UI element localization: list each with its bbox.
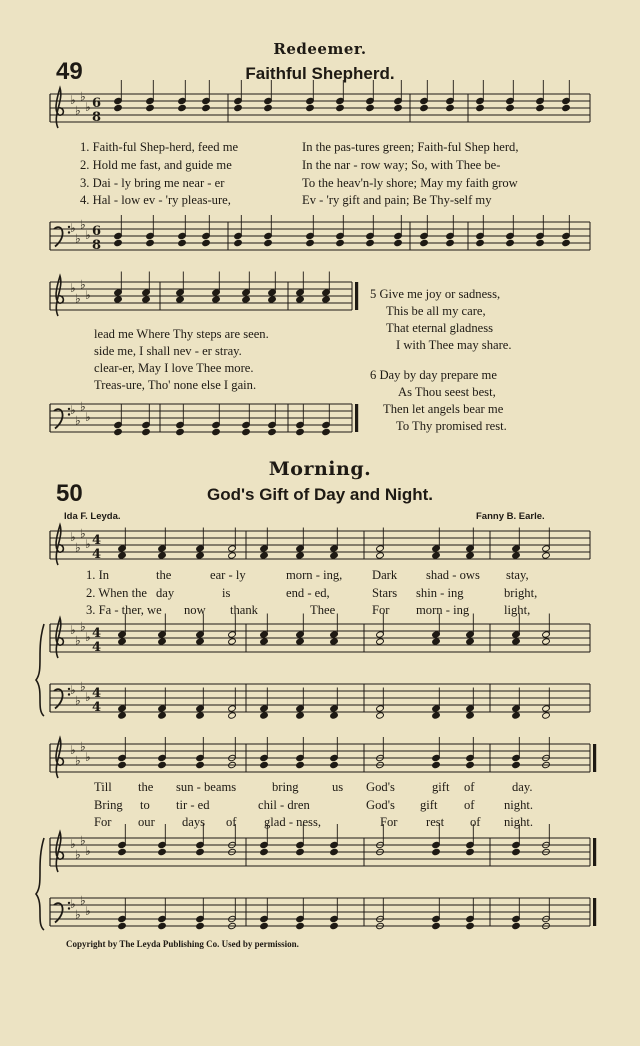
notehead (296, 712, 305, 719)
notehead (296, 296, 305, 303)
notehead (228, 638, 237, 645)
notehead (158, 848, 167, 855)
lyric-word: us (332, 780, 344, 794)
lyric-word: bring (272, 780, 299, 794)
lyric-word: day. (512, 780, 533, 794)
notehead (432, 922, 441, 929)
notehead (306, 104, 315, 111)
lyric-word: Stars (372, 586, 398, 600)
notehead (118, 848, 127, 855)
verse-line: Then let angels bear me (383, 402, 504, 416)
notehead (260, 761, 269, 768)
notehead (260, 552, 269, 559)
flat-sign-icon: ♭ (85, 750, 91, 764)
lyric-word: gift (432, 780, 450, 794)
verse-line: That eternal gladness (386, 321, 494, 335)
notehead (176, 428, 185, 435)
flat-sign-icon: ♭ (80, 526, 86, 541)
lyric-word: to (140, 798, 150, 812)
flat-sign-icon: ♭ (70, 623, 76, 637)
flat-sign-icon: ♭ (80, 739, 86, 754)
lyric-phrase: To the heav'n-ly shore; May my faith grow (302, 176, 518, 190)
lyric-word: glad - ness, (264, 815, 322, 829)
flat-sign-icon: ♭ (80, 277, 86, 292)
flat-sign-icon: ♭ (70, 530, 76, 544)
notehead (118, 922, 127, 929)
lyric-word: morn - ing, (286, 568, 343, 582)
lyric-word: shin - ing (416, 586, 464, 600)
lyric-word: 1. In (86, 568, 110, 582)
final-barline (593, 898, 596, 926)
flat-sign-icon: ♭ (85, 100, 91, 114)
notehead (196, 552, 205, 559)
lyric-word: tir - ed (176, 798, 210, 812)
final-barline (355, 404, 358, 432)
notehead (118, 638, 127, 645)
notehead (296, 848, 305, 855)
flat-sign-icon: ♭ (80, 89, 86, 104)
notehead (146, 104, 155, 111)
notehead (394, 239, 403, 246)
lyric-word: Thee (310, 603, 336, 617)
notehead (330, 552, 339, 559)
notehead (142, 428, 151, 435)
composer-credit: Fanny B. Earle. (476, 511, 545, 522)
notehead (542, 552, 551, 559)
notehead (142, 296, 151, 303)
hymn-number-49: 49 (56, 58, 83, 85)
notehead (536, 104, 545, 111)
notehead (466, 848, 475, 855)
final-barline (593, 744, 596, 772)
flat-sign-icon: ♭ (80, 399, 86, 414)
bass-clef-icon (54, 689, 63, 708)
lyric-word: Dark (372, 568, 398, 582)
notehead (176, 296, 185, 303)
flat-sign-icon: ♭ (70, 743, 76, 757)
notehead (322, 296, 331, 303)
notehead (322, 428, 331, 435)
notehead (512, 712, 521, 719)
notehead (114, 296, 123, 303)
verse-line: I with Thee may share. (396, 338, 512, 352)
bass-clef-icon (54, 409, 63, 428)
notehead (542, 712, 551, 719)
lyric-word: our (138, 815, 155, 829)
notehead (512, 552, 521, 559)
notehead (512, 638, 521, 645)
flat-sign-icon: ♭ (70, 897, 76, 911)
notehead (512, 761, 521, 768)
lyric-word: day (156, 586, 175, 600)
flat-sign-icon: ♭ (75, 847, 81, 862)
notehead (158, 761, 167, 768)
notehead (330, 922, 339, 929)
lyric-phrase: 3. Dai - ly bring me near - er (80, 176, 225, 190)
lyric-word: God's (366, 780, 395, 794)
time-signature-denominator: 8 (92, 238, 102, 253)
lyric-word: 2. When the (86, 586, 147, 600)
flat-sign-icon: ♭ (85, 690, 91, 704)
verse-line: 6 Day by day prepare me (370, 368, 497, 382)
flat-sign-icon: ♭ (85, 288, 91, 302)
notehead (446, 239, 455, 246)
notehead (432, 552, 441, 559)
notehead (118, 761, 127, 768)
notehead (562, 104, 571, 111)
lyric-word: is (222, 586, 231, 600)
lyric-word: of (226, 815, 237, 829)
brace (36, 624, 44, 716)
notehead (114, 428, 123, 435)
lyric-word: night. (504, 815, 534, 829)
flat-sign-icon: ♭ (85, 228, 91, 242)
lyric-phrase: Ev - 'ry gift and pain; Be Thy-self my (302, 193, 492, 207)
notehead (330, 761, 339, 768)
notehead (420, 104, 429, 111)
lyric-word: end - ed, (286, 586, 330, 600)
lyric-word: light, (504, 603, 531, 617)
lyric-phrase: In the pas-tures green; Faith-ful Shep herd, (302, 140, 519, 154)
flat-sign-icon: ♭ (75, 633, 81, 648)
lyric-word: the (138, 780, 154, 794)
notehead (296, 761, 305, 768)
flat-sign-icon: ♭ (75, 413, 81, 428)
notehead (330, 712, 339, 719)
notehead (296, 638, 305, 645)
notehead (432, 638, 441, 645)
notehead (466, 712, 475, 719)
lyric-word: ear - ly (210, 568, 246, 582)
notehead (234, 239, 243, 246)
hymn-number-50: 50 (56, 480, 83, 507)
lyric-word: God's (366, 798, 395, 812)
notehead (336, 239, 345, 246)
notehead (446, 104, 455, 111)
flat-sign-icon: ♭ (70, 93, 76, 107)
notehead (178, 239, 187, 246)
time-signature-numerator: 4 (92, 686, 102, 701)
notehead (118, 552, 127, 559)
notehead (268, 296, 277, 303)
notehead (196, 761, 205, 768)
lyric-phrase: In the nar - row way; So, with Thee be- (302, 158, 501, 172)
notehead (336, 104, 345, 111)
lyric-word: For (94, 815, 112, 829)
notehead (114, 104, 123, 111)
lyric-word: Till (94, 780, 112, 794)
notehead (202, 239, 211, 246)
flat-sign-icon: ♭ (80, 679, 86, 694)
notehead (476, 104, 485, 111)
lyric-word: For (372, 603, 390, 617)
bass-clef-icon (54, 227, 63, 246)
notehead (260, 638, 269, 645)
notehead (330, 848, 339, 855)
notehead (242, 428, 251, 435)
hymn-title-49: Faithful Shepherd. (245, 64, 395, 83)
notehead (330, 638, 339, 645)
lyric-word: bright, (504, 586, 538, 600)
lyric-word: now (184, 603, 206, 617)
flat-sign-icon: ♭ (85, 537, 91, 551)
notehead (296, 552, 305, 559)
lyric-word: of (464, 780, 475, 794)
lyric-word: days (182, 815, 206, 829)
lyric-word: gift (420, 798, 438, 812)
lyric-row: side me, I shall nev - er stray. (94, 344, 242, 358)
notehead (234, 104, 243, 111)
notehead (202, 104, 211, 111)
flat-sign-icon: ♭ (70, 837, 76, 851)
lyric-row: lead me Where Thy steps are seen. (94, 327, 269, 341)
final-barline (355, 282, 358, 310)
notehead (432, 761, 441, 768)
flat-sign-icon: ♭ (85, 904, 91, 918)
time-signature-numerator: 6 (92, 224, 102, 239)
flat-sign-icon: ♭ (85, 630, 91, 644)
notehead (146, 239, 155, 246)
lyric-phrase: 4. Hal - low ev - 'ry pleas-ure, (80, 193, 231, 207)
time-signature-denominator: 8 (92, 110, 102, 125)
notehead (512, 848, 521, 855)
lyric-word: shad - ows (426, 568, 480, 582)
flat-sign-icon: ♭ (70, 403, 76, 417)
notehead (376, 638, 385, 645)
time-signature-denominator: 4 (92, 640, 102, 655)
verse-line: This be all my care, (386, 304, 486, 318)
flat-sign-icon: ♭ (75, 693, 81, 708)
notehead (260, 712, 269, 719)
lyric-row: Treas-ure, Tho' none else I gain. (94, 378, 257, 392)
notehead (242, 296, 251, 303)
lyric-word: For (380, 815, 398, 829)
copyright-notice: Copyright by The Leyda Publishing Co. Used by permission. (66, 939, 299, 949)
flat-sign-icon: ♭ (75, 103, 81, 118)
notehead (536, 239, 545, 246)
lyric-phrase: 2. Hold me fast, and guide me (80, 158, 232, 172)
flat-sign-icon: ♭ (75, 907, 81, 922)
lyric-word: sun - beams (176, 780, 237, 794)
flat-sign-icon: ♭ (75, 753, 81, 768)
notehead (476, 239, 485, 246)
time-signature-numerator: 4 (92, 533, 102, 548)
lyric-word: the (156, 568, 172, 582)
section-header-redeemer: Redeemer. (273, 40, 367, 58)
notehead (466, 638, 475, 645)
lyric-word: 3. Fa - ther, we (86, 603, 162, 617)
notehead (512, 922, 521, 929)
notehead (466, 552, 475, 559)
notehead (118, 712, 127, 719)
notehead (228, 712, 237, 719)
time-signature-numerator: 4 (92, 626, 102, 641)
notehead (196, 922, 205, 929)
flat-sign-icon: ♭ (80, 619, 86, 634)
verse-line: 5 Give me joy or sadness, (370, 287, 501, 301)
notehead (376, 712, 385, 719)
flat-sign-icon: ♭ (70, 683, 76, 697)
lyric-word: of (464, 798, 475, 812)
notehead (158, 922, 167, 929)
lyric-word: chil - dren (258, 798, 310, 812)
notehead (260, 848, 269, 855)
notehead (212, 428, 221, 435)
flat-sign-icon: ♭ (80, 217, 86, 232)
flat-sign-icon: ♭ (85, 410, 91, 424)
notehead (260, 922, 269, 929)
lyric-word: rest (426, 815, 445, 829)
notehead (506, 104, 515, 111)
notehead (212, 296, 221, 303)
notehead (196, 848, 205, 855)
hymn-title-50: God's Gift of Day and Night. (207, 485, 433, 504)
notehead (296, 922, 305, 929)
notehead (228, 552, 237, 559)
notehead (366, 239, 375, 246)
final-barline (593, 838, 596, 866)
notehead (466, 761, 475, 768)
section-header-morning: Morning. (268, 458, 372, 480)
notehead (158, 712, 167, 719)
flat-sign-icon: ♭ (70, 281, 76, 295)
brace (36, 838, 44, 930)
notehead (394, 104, 403, 111)
notehead (296, 428, 305, 435)
notehead (366, 104, 375, 111)
notehead (306, 239, 315, 246)
flat-sign-icon: ♭ (85, 844, 91, 858)
notehead (432, 848, 441, 855)
notehead (158, 552, 167, 559)
flat-sign-icon: ♭ (70, 221, 76, 235)
notehead (432, 712, 441, 719)
notehead (506, 239, 515, 246)
lyric-word: stay, (506, 568, 529, 582)
notehead (376, 552, 385, 559)
notehead (114, 239, 123, 246)
notehead (420, 239, 429, 246)
lyricist-credit: Ida F. Leyda. (64, 511, 121, 522)
lyric-row: clear-er, May I love Thee more. (94, 361, 254, 375)
time-signature-denominator: 4 (92, 547, 102, 562)
notehead (178, 104, 187, 111)
time-signature-denominator: 4 (92, 700, 102, 715)
notehead (196, 712, 205, 719)
lyric-phrase: 1. Faith-ful Shep-herd, feed me (80, 140, 239, 154)
time-signature-numerator: 6 (92, 96, 102, 111)
verse-line: As Thou seest best, (398, 385, 496, 399)
lyric-word: morn - ing (416, 603, 470, 617)
notehead (158, 638, 167, 645)
notehead (196, 638, 205, 645)
verse-line: To Thy promised rest. (396, 419, 507, 433)
flat-sign-icon: ♭ (75, 291, 81, 306)
notehead (562, 239, 571, 246)
lyric-word: Bring (94, 798, 123, 812)
lyric-word: night. (504, 798, 534, 812)
flat-sign-icon: ♭ (75, 540, 81, 555)
notehead (542, 638, 551, 645)
flat-sign-icon: ♭ (80, 893, 86, 908)
flat-sign-icon: ♭ (75, 231, 81, 246)
flat-sign-icon: ♭ (80, 833, 86, 848)
notehead (264, 239, 273, 246)
lyric-word: of (470, 815, 481, 829)
lyric-word: thank (230, 603, 258, 617)
bass-clef-icon (54, 903, 63, 922)
notehead (264, 104, 273, 111)
notehead (466, 922, 475, 929)
notehead (268, 428, 277, 435)
